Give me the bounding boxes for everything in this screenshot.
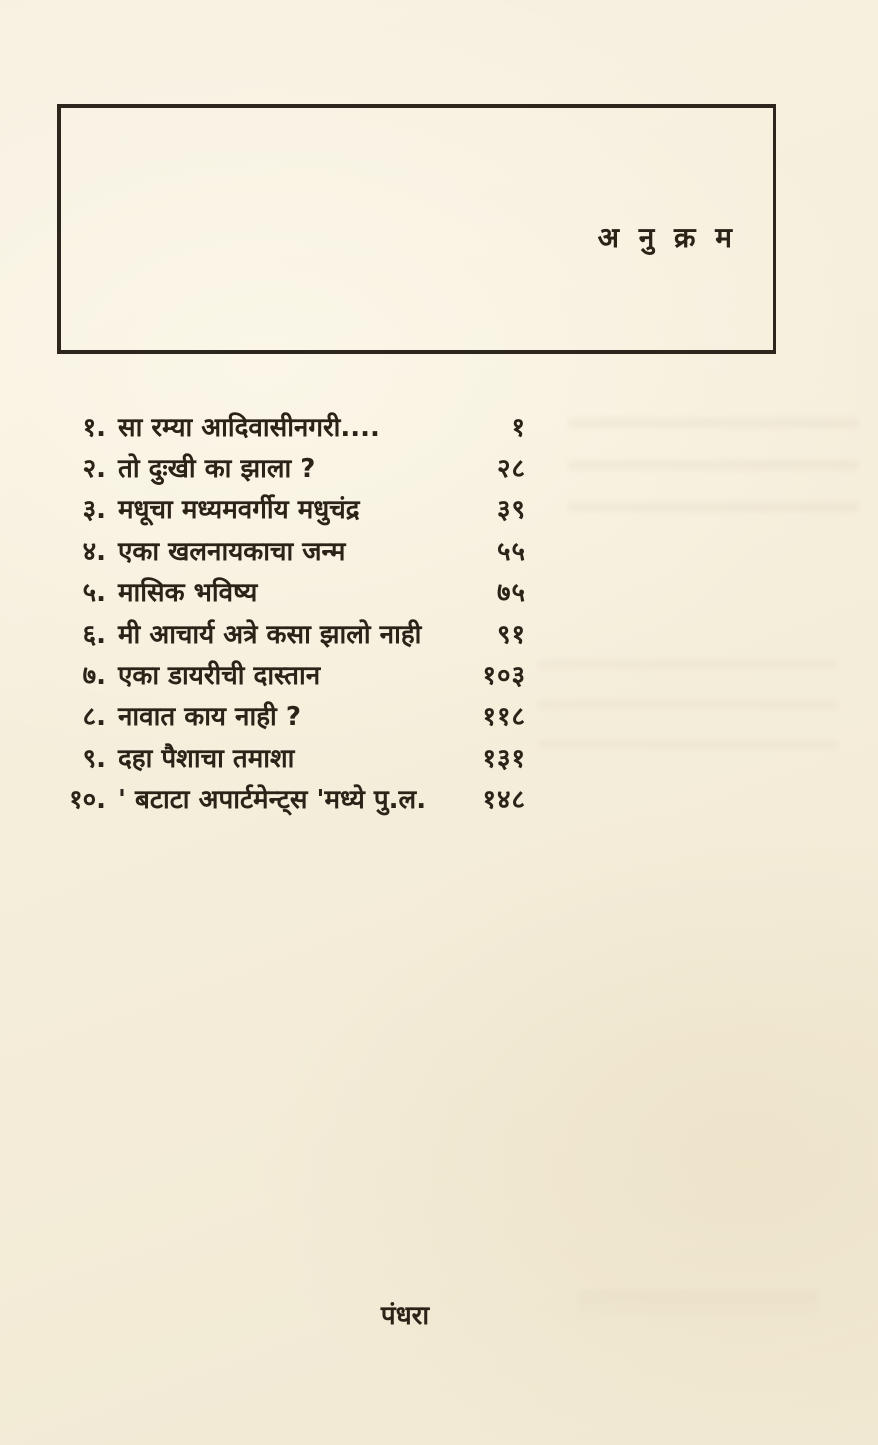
- toc-item-page: १: [511, 412, 526, 443]
- toc-item-page: ११८: [482, 702, 526, 733]
- toc-row: [58, 490, 526, 531]
- toc-item-number: ४.: [82, 536, 106, 567]
- toc-row: [58, 738, 526, 779]
- toc-item-number: ३.: [82, 495, 106, 526]
- toc-item-page: १४८: [482, 785, 526, 816]
- toc-item-page: २८: [496, 454, 526, 485]
- toc-item-title: एका खलनायकाचा जन्म: [118, 536, 346, 567]
- toc-item-page: १३१: [482, 743, 526, 774]
- toc-item-number: २.: [82, 454, 106, 485]
- toc-row: [58, 448, 526, 489]
- toc-row: [58, 614, 526, 655]
- toc-item-title: सा रम्या आदिवासीनगरी....: [118, 412, 380, 443]
- toc-item-page: ५५: [496, 536, 526, 567]
- toc-item-page: ३९: [496, 495, 526, 526]
- toc-row: [58, 780, 526, 821]
- toc-row: [58, 697, 526, 738]
- toc-item-number: ६.: [82, 619, 106, 650]
- toc-row: [58, 573, 526, 614]
- toc-row: [58, 655, 526, 696]
- toc-item-title: मी आचार्य अत्रे कसा झालो नाही: [118, 619, 422, 650]
- ink-bleed-through: [568, 418, 858, 538]
- toc-item-title: एका डायरीची दास्तान: [118, 661, 321, 692]
- toc-item-page: ९१: [496, 619, 526, 650]
- page-number-footer: पंधरा: [380, 1301, 430, 1331]
- toc-item-number: ८.: [82, 702, 106, 733]
- toc-item-number: १.: [82, 412, 106, 443]
- toc-item-title: मासिक भविष्य: [118, 578, 258, 609]
- ink-bleed-through: [538, 660, 838, 770]
- toc-item-title: मधूचा मध्यमवर्गीय मधुचंद्र: [118, 495, 360, 526]
- toc-item-number: १०.: [69, 785, 106, 816]
- toc-row: [58, 531, 526, 572]
- toc-item-number: ७.: [82, 661, 106, 692]
- toc-item-number: ९.: [82, 743, 106, 774]
- toc-item-title: ' बटाटा अपार्टमेन्ट्स 'मध्ये पु.ल.: [118, 785, 427, 816]
- toc-item-page: १०३: [482, 661, 526, 692]
- toc-row: [58, 407, 526, 448]
- contents-heading: अ नु क्र म: [597, 221, 737, 254]
- toc-item-title: दहा पैशाचा तमाशा: [118, 743, 295, 774]
- table-of-contents: [58, 407, 526, 821]
- toc-item-title: तो दुःखी का झाला ?: [118, 454, 316, 485]
- toc-item-title: नावात काय नाही ?: [118, 702, 301, 733]
- toc-item-page: ७५: [496, 578, 526, 609]
- contents-heading-box: [57, 104, 776, 354]
- toc-item-number: ५.: [82, 578, 106, 609]
